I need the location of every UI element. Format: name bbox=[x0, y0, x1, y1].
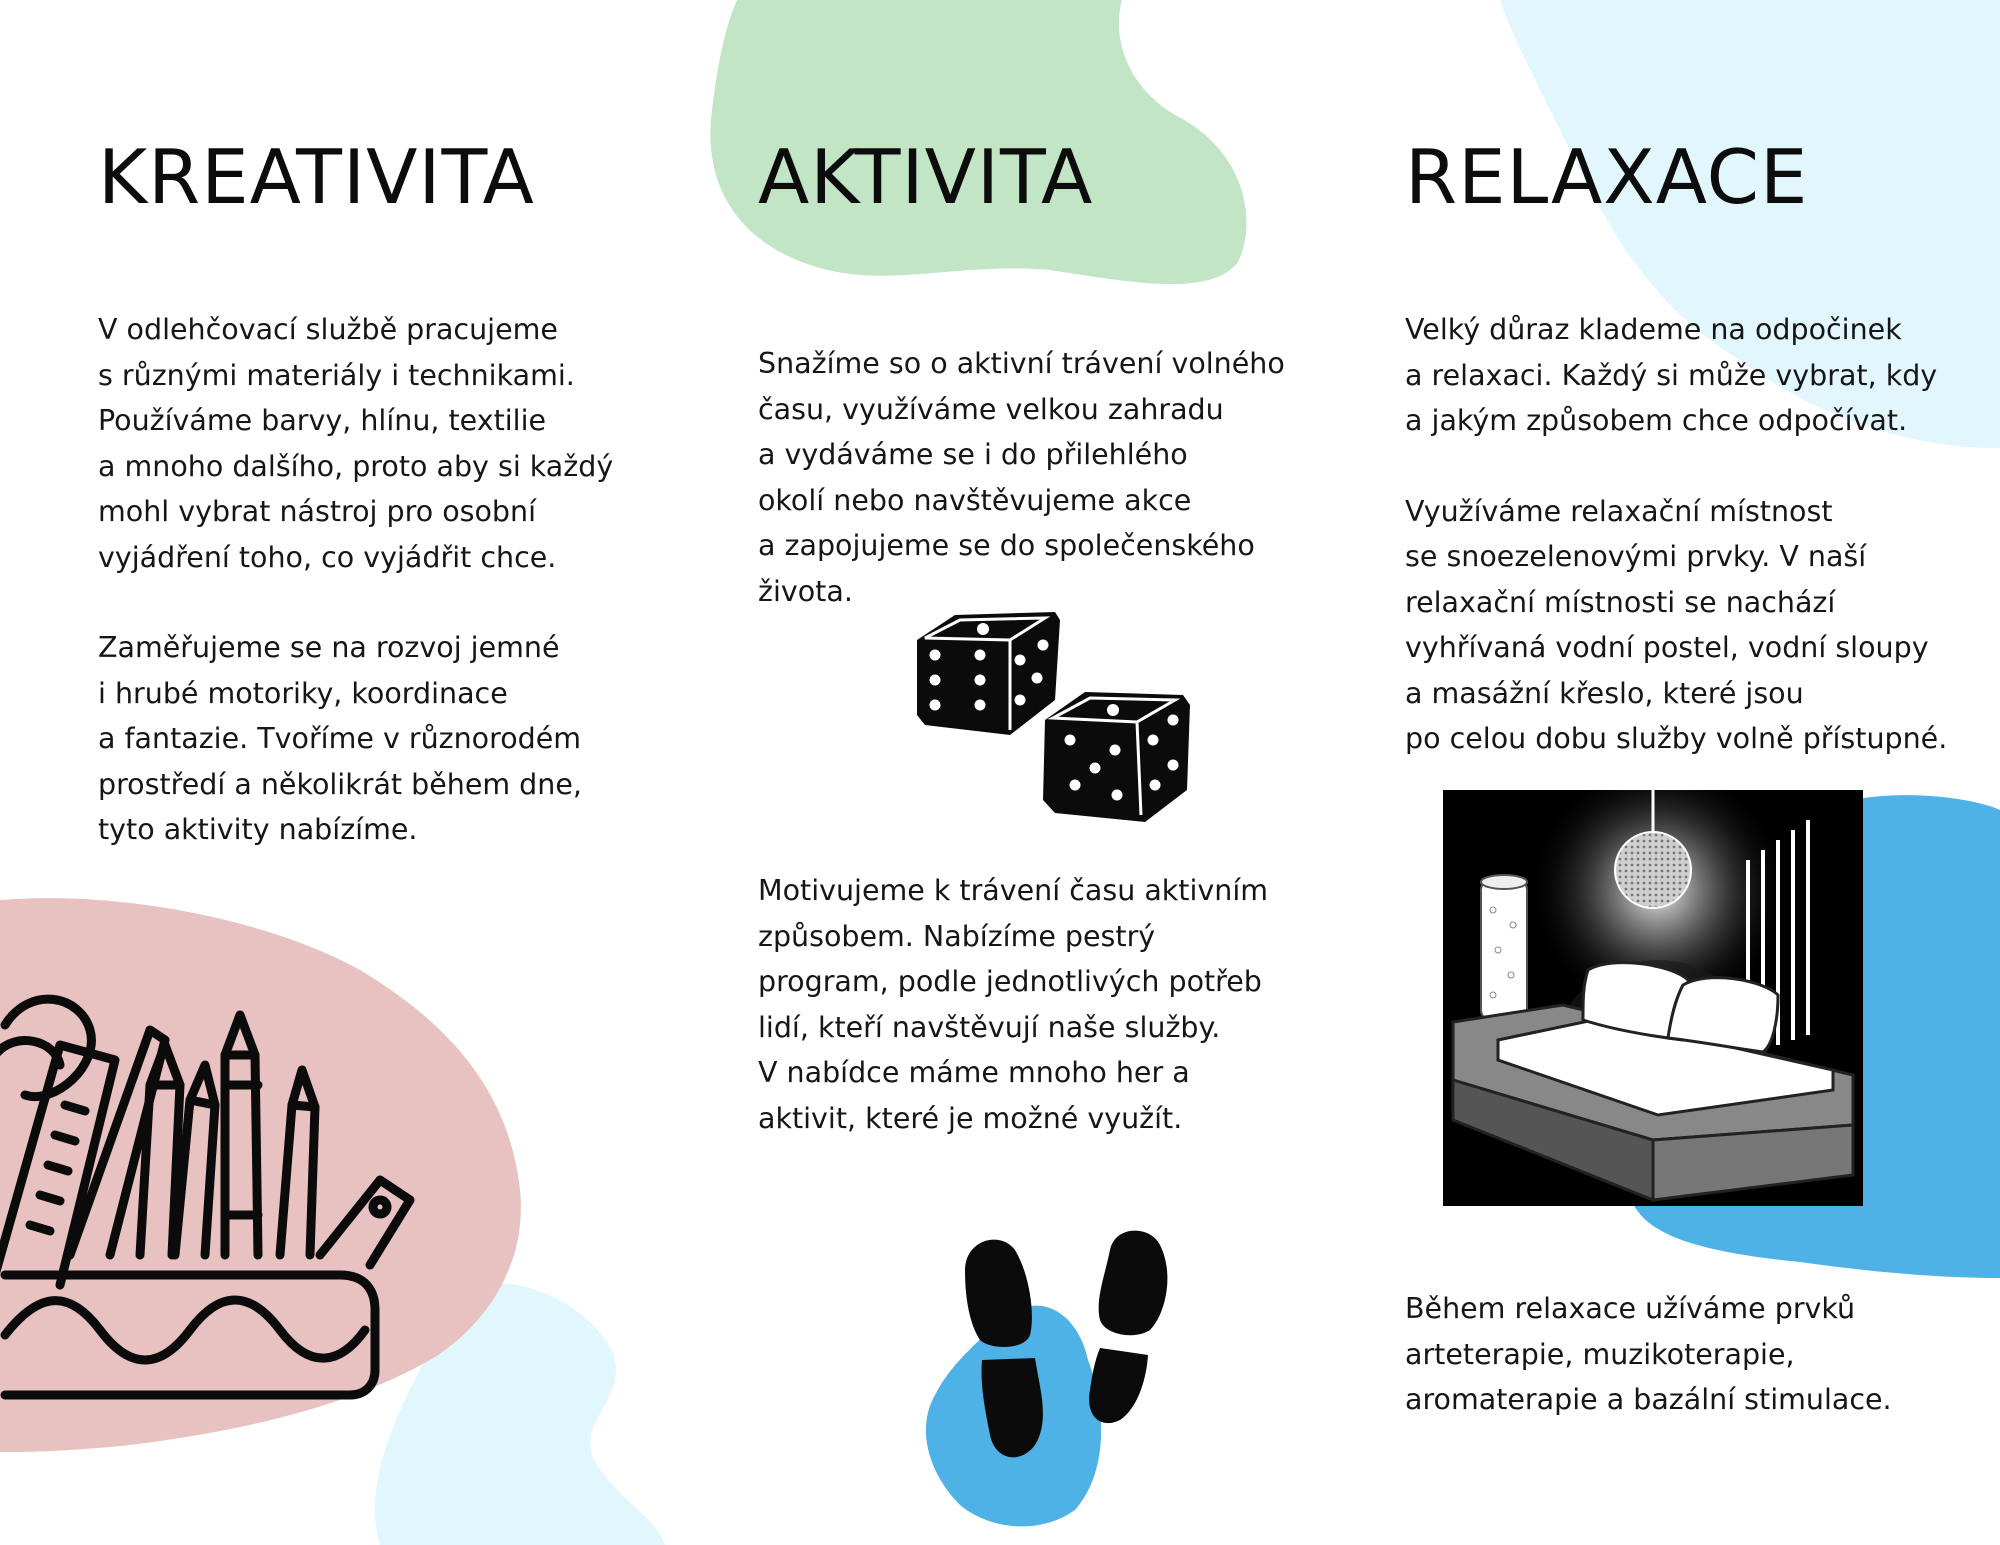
relaxace-paragraph-1: Velký důraz klademe na odpočinek a relaxaci. Každý si může vybrat, kdy a jakým způsobem chce odpočívat. bbox=[1405, 313, 1938, 437]
relaxace-paragraph-3: Během relaxace užíváme prvků arteterapie, muzikoterapie, aromaterapie a bazální stimulace. bbox=[1405, 1292, 1892, 1416]
kreativita-paragraph-1: V odlehčovací službě pracujeme s různými materiály i technikami. Používáme barvy, hlínu, textilie a mnoho dalšího, proto aby si každý mohl vybrat nástroj pro osobní vyjádření toho, co vyjádřit chce. bbox=[98, 313, 614, 574]
footprints-icon bbox=[940, 1230, 1210, 1480]
lamp-column bbox=[1481, 875, 1527, 1020]
pencil-3 bbox=[280, 1070, 315, 1255]
column-kreativita bbox=[98, 133, 658, 853]
right-footprint bbox=[1089, 1231, 1167, 1424]
relaxation-room-icon bbox=[1443, 790, 1863, 1206]
relaxace-paragraph-2: Využíváme relaxační místnost se snoezelenovými prvky. V naší relaxační místnosti se nachází vyhřívaná vodní postel, vodní sloupy a masážní křeslo, které jsou po celou dobu služby volně přístupné. bbox=[1405, 494, 1948, 755]
column-aktivita bbox=[758, 133, 1298, 1135]
mirror-ball bbox=[1615, 832, 1691, 908]
title-relaxace: RELAXACE bbox=[1405, 133, 1809, 221]
title-aktivita: AKTIVITA bbox=[758, 133, 1094, 221]
eraser bbox=[320, 1180, 410, 1265]
pencil-case-icon bbox=[0, 985, 420, 1405]
aktivita-paragraph-1: Snažíme so o aktivní trávení volného času, využíváme velkou zahradu a vydáváme se i do přilehlého okolí nebo navštěvujeme akce a zapojujeme se do společenského života. bbox=[758, 347, 1285, 608]
kreativita-paragraph-2: Zaměřujeme se na rozvoj jemné i hrubé motoriky, koordinace a fantazie. Tvoříme v různorodém prostředí a několikrát během dne, tyto aktivity nabízíme. bbox=[98, 631, 582, 846]
aktivita-paragraph-2: Motivujeme k trávení času aktivním způsobem. Nabízíme pestrý program, podle jednotlivých potřeb lidí, kteří navštěvují naše služby. V nabídce máme mnoho her a aktivit, které je možné využít. bbox=[758, 874, 1268, 1135]
left-footprint bbox=[965, 1240, 1043, 1458]
column-relaxace bbox=[1405, 133, 1975, 1416]
case-wave bbox=[5, 1300, 365, 1360]
dice-icon bbox=[905, 600, 1205, 830]
die-1 bbox=[917, 612, 1060, 735]
title-kreativita: KREATIVITA bbox=[98, 133, 535, 221]
die-2 bbox=[1043, 692, 1190, 822]
